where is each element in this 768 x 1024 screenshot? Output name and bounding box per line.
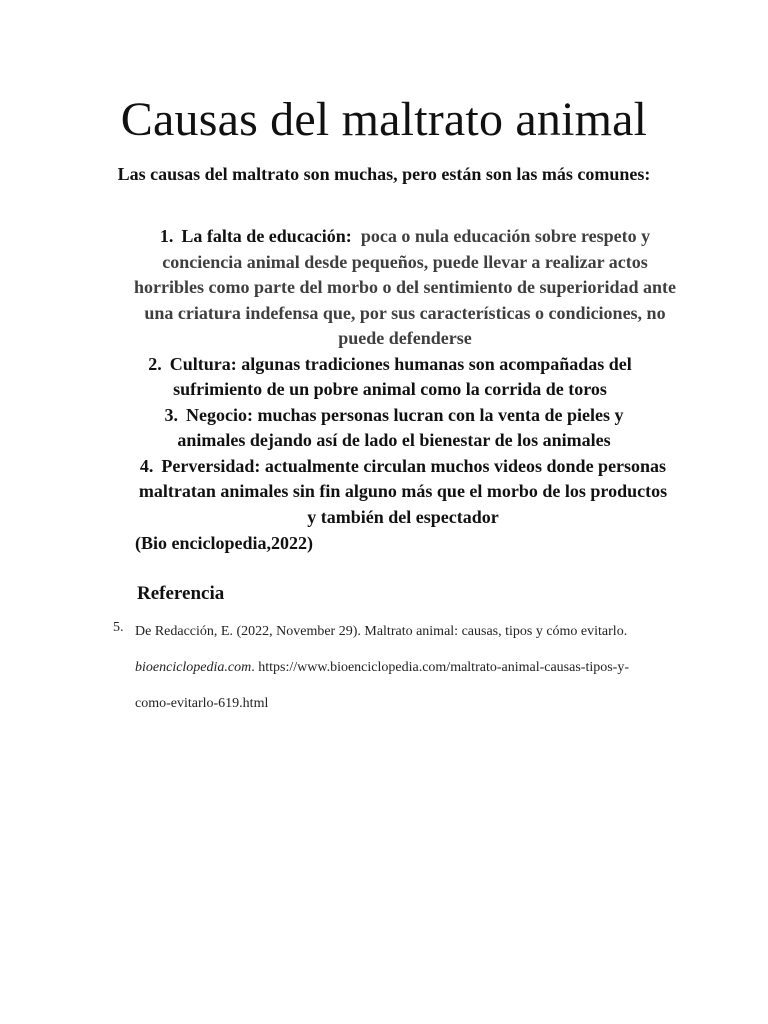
citation: (Bio enciclopedia,2022): [135, 533, 313, 553]
list-item-text: poca o nula educación sobre respeto y conciencia animal desde pequeños, puede llevar a realizar actos horribles como parte del morbo o del sentimiento de superioridad ante una criatura indefensa que, por sus características o condiciones, no puede defenderse: [134, 226, 676, 348]
reference-line-3[interactable]: como-evitarlo-619.html: [135, 696, 269, 711]
list-item-text: Perversidad: actualmente circulan muchos videos donde personas maltratan animales sin fin alguno más que el morbo de los productos y también del espectador: [138, 455, 668, 527]
list-item-culture: [100, 352, 680, 403]
reference-number: 5.: [113, 620, 124, 635]
causes-list: [100, 224, 680, 530]
page-title: Causas del maltrato animal: [120, 93, 648, 146]
list-item-business: [100, 403, 680, 454]
reference-entry: [135, 614, 675, 722]
list-item-text: Cultura: algunas tradiciones humanas son acompañadas del sufrimiento de un pobre animal como la corrida de toros: [169, 353, 632, 399]
list-item-perversity: [100, 454, 680, 531]
list-number: 1.: [159, 226, 174, 246]
list-number: 2.: [148, 353, 162, 374]
list-number: 3.: [164, 404, 178, 425]
list-item-education: [100, 224, 680, 352]
reference-line-2: [135, 650, 675, 686]
list-item-label: La falta de educación:: [181, 226, 352, 246]
intro-paragraph: Las causas del maltrato son muchas, pero están son las más comunes:: [117, 164, 651, 184]
reference-url[interactable]: . https://www.bioenciclopedia.com/maltrato-animal-causas-tipos-y-: [251, 660, 630, 675]
reference-line-1: De Redacción, E. (2022, November 29). Maltrato animal: causas, tipos y cómo evitarlo.: [135, 624, 628, 639]
list-number: 4.: [139, 455, 154, 476]
reference-heading: Referencia: [137, 583, 225, 604]
reference-site: bioenciclopedia.com: [135, 660, 252, 675]
list-item-text: Negocio: muchas personas lucran con la venta de pieles y animales dejando así de lado el bienestar de los animales: [177, 404, 624, 450]
